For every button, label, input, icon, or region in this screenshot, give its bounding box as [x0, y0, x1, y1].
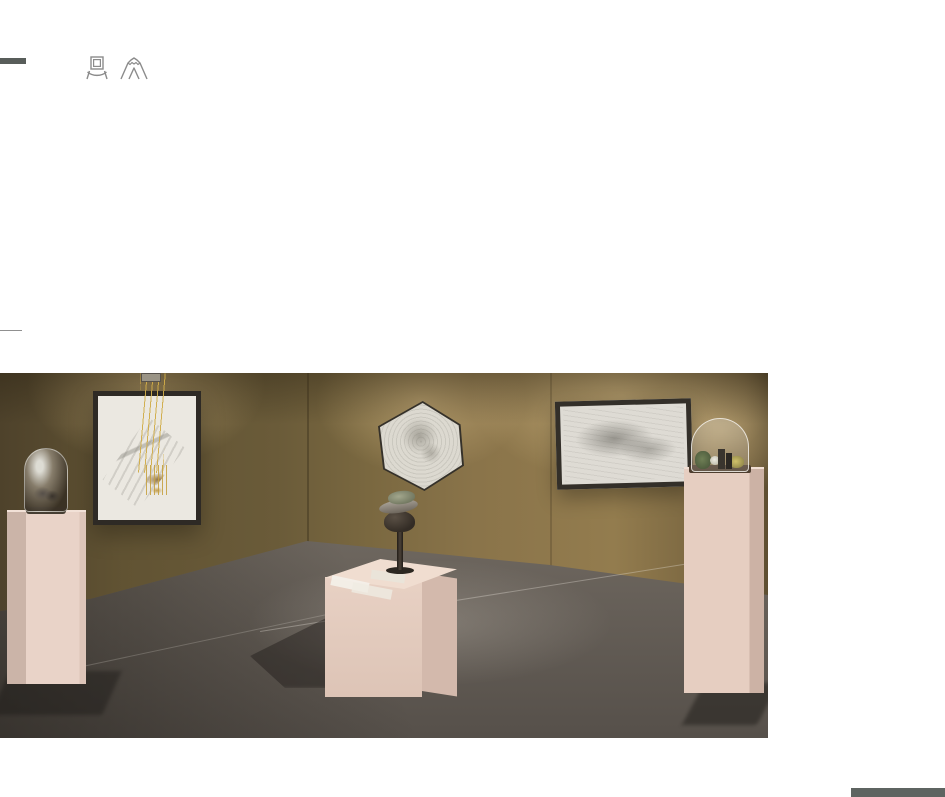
tent-icon	[119, 55, 149, 87]
glass-dome-right	[691, 418, 749, 472]
wall-corner	[550, 373, 552, 569]
article-column-2	[437, 150, 600, 165]
center-pedestal-side	[422, 573, 457, 697]
easel-icon	[84, 55, 110, 87]
artwork-drawing	[563, 406, 685, 481]
dome-plant	[695, 451, 711, 469]
dome-canister	[718, 449, 725, 469]
section-icons	[84, 55, 149, 87]
framed-artwork-right	[555, 398, 693, 490]
hanging-gold-threads	[137, 373, 166, 473]
wall-corner	[307, 373, 309, 545]
dome-canister	[726, 453, 732, 469]
article-column-1	[262, 150, 425, 165]
gallery-photo	[0, 373, 768, 738]
right-pedestal	[684, 467, 764, 693]
thread-mount	[141, 373, 161, 382]
dome-contents	[30, 478, 62, 504]
page-number-rule	[0, 330, 22, 331]
sculpture-bell	[384, 511, 415, 532]
article-column-3	[613, 150, 776, 165]
thread-cluster	[146, 465, 168, 495]
bottom-right-bar	[851, 788, 945, 797]
article	[262, 150, 776, 165]
sculpture-stem	[397, 529, 403, 570]
left-pedestal	[7, 510, 86, 684]
top-left-bar	[0, 58, 26, 64]
